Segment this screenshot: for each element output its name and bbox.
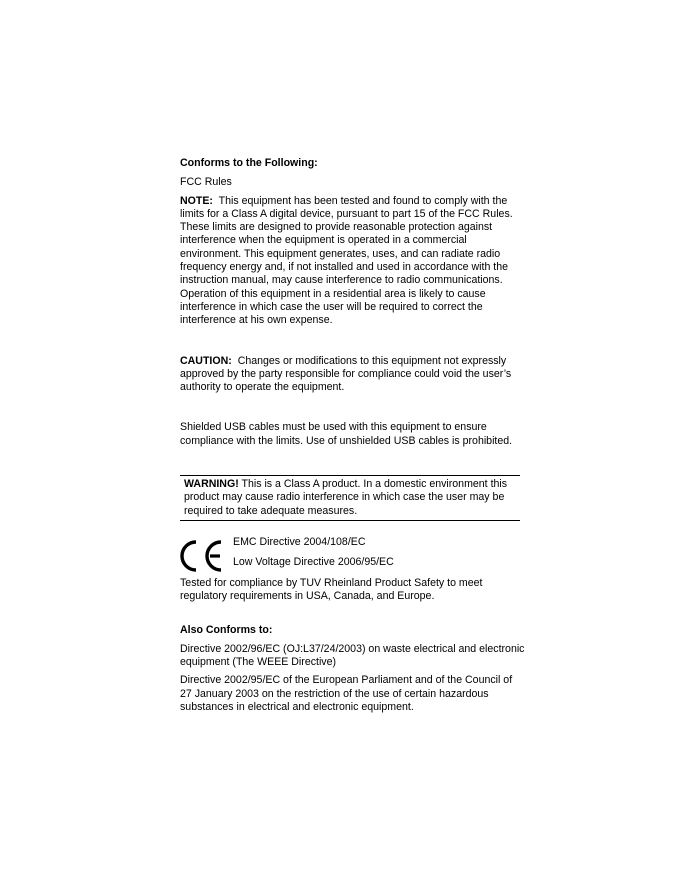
caution-text: Changes or modifications to this equipment not expressly approved by the party responsible for compliance could void the user’s authority to operate the equipment.: [180, 354, 512, 394]
fcc-note-paragraph: [180, 195, 525, 328]
warning-label: WARNING!: [184, 478, 239, 491]
compliance-page: [180, 157, 525, 714]
tuv-tested-paragraph: Tested for compliance by TUV Rheinland Product Safety to meet regulatory requirements in USA, Canada, and Europe.: [180, 576, 483, 603]
caution-label: CAUTION:: [180, 354, 232, 367]
fcc-rules-title: FCC Rules: [180, 176, 232, 189]
warning-paragraph: [184, 478, 516, 518]
ce-directives: [233, 536, 394, 570]
warning-text: This is a Class A product. In a domestic environment this product may cause radio interference in which case the user may be required to take adequate measures.: [184, 478, 508, 517]
note-text: This equipment has been tested and found to comply with the limits for a Class A digital device, pursuant to part 15 of the FCC Rules. These limits are designed to provide reasonable protection against interference when the equipment is operated in a commercial environment. This equipment generates, uses, and can radiate radio frequency energy and, if not installed and used in accordance with the instruction manual, may cause interference to radio communications. Operation of this equipment in a residential area is likely to cause interference in which case the user will be required to correct the interference at his own expense.: [180, 194, 513, 327]
ce-section: [180, 536, 525, 573]
emc-directive: EMC Directive 2004/108/EC: [233, 535, 366, 548]
warning-box: [180, 475, 520, 521]
note-label: NOTE:: [180, 194, 213, 207]
rohs-directive-paragraph: Directive 2002/95/EC of the European Parliament and of the Council of 27 January 2003 on the restriction of the use of certain hazardous substances in electrical and electronic equipment.: [180, 674, 513, 714]
usb-cable-paragraph: Shielded USB cables must be used with this equipment to ensure compliance with the limits. Use of unshielded USB cables is prohibited.: [180, 421, 513, 447]
caution-paragraph: [180, 355, 525, 395]
also-conforms-heading: Also Conforms to:: [180, 623, 273, 636]
conforms-heading: Conforms to the Following:: [180, 157, 318, 169]
low-voltage-directive: Low Voltage Directive 2006/95/EC: [233, 556, 394, 569]
ce-mark-icon: [180, 539, 226, 573]
weee-directive-paragraph: Directive 2002/96/EC (OJ:L37/24/2003) on waste electrical and electronic equipment (The WEEE Directive): [180, 642, 525, 669]
